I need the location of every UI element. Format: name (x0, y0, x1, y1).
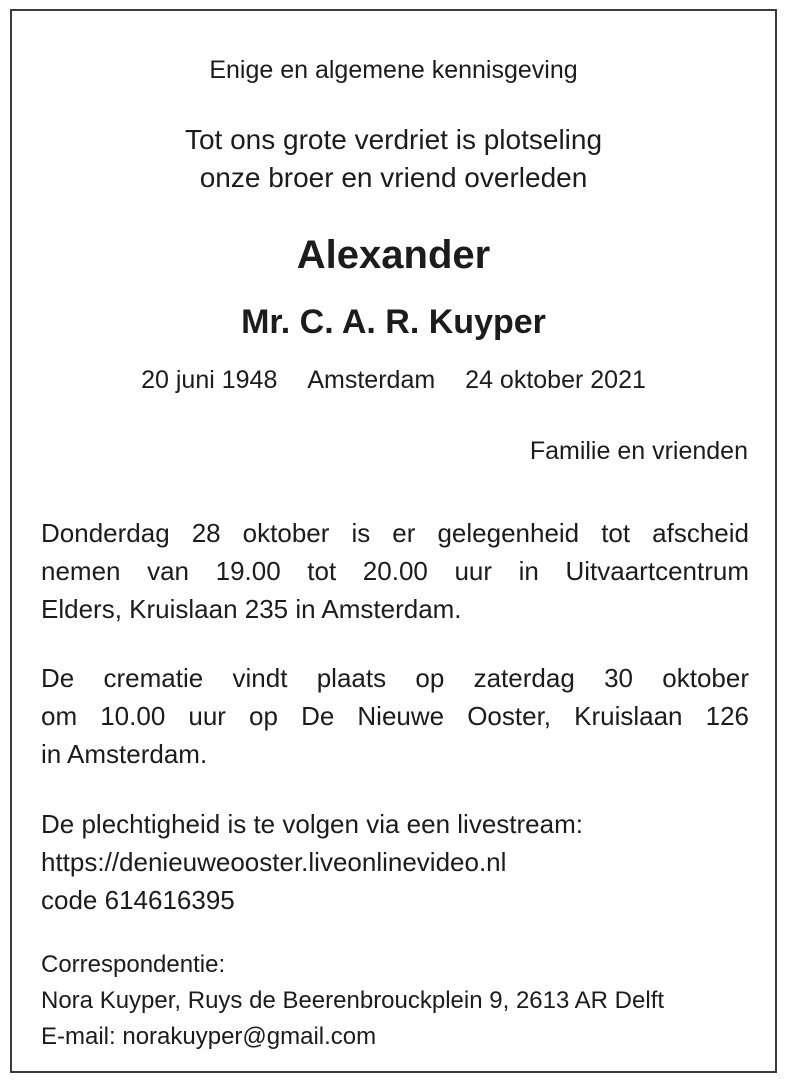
cremation-line-3: in Amsterdam. (41, 739, 208, 769)
notice-frame (10, 9, 777, 1073)
life-dates (12, 366, 775, 395)
place-name: Amsterdam (307, 366, 436, 394)
correspondence-label: Correspondentie: (41, 951, 226, 978)
cremation-paragraph (41, 659, 749, 773)
livestream-intro: De plechtigheid is te volgen via een livestream: (41, 809, 583, 839)
farewell-line-2: nemen van 19.00 tot 20.00 uur in Uitvaartcentrum (41, 556, 749, 586)
birth-date: 20 juni 1948 (141, 366, 278, 394)
livestream-url: https://denieuweooster.liveonlinevideo.nl (41, 847, 507, 877)
deceased-full-name: Mr. C. A. R. Kuyper (241, 303, 546, 341)
correspondence-address: Nora Kuyper, Ruys de Beerenbrouckplein 9, 2613 AR Delft (41, 987, 665, 1014)
farewell-paragraph (41, 514, 749, 628)
signed-by: Familie en vrienden (529, 437, 748, 465)
livestream-code: code 614616395 (41, 885, 235, 915)
correspondence-paragraph (41, 947, 749, 1055)
livestream-paragraph (41, 805, 749, 919)
intro-line-1: Tot ons grote verdriet is plotseling (184, 124, 603, 155)
notice-header: Enige en algemene kennisgeving (209, 56, 578, 84)
farewell-line-1: Donderdag 28 oktober is er gelegenheid tot afscheid (41, 518, 749, 548)
farewell-line-3: Elders, Kruislaan 235 in Amsterdam. (41, 594, 462, 624)
intro-line-2: onze broer en vriend overleden (199, 162, 588, 193)
cremation-line-1: De crematie vindt plaats op zaterdag 30 oktober (41, 663, 749, 693)
correspondence-email: E-mail: norakuyper@gmail.com (41, 1023, 377, 1050)
cremation-line-2: om 10.00 uur op De Nieuwe Ooster, Kruislaan 126 (41, 701, 749, 731)
death-date: 24 oktober 2021 (465, 366, 646, 394)
intro-text (12, 121, 775, 197)
deceased-name: Alexander (296, 233, 491, 277)
